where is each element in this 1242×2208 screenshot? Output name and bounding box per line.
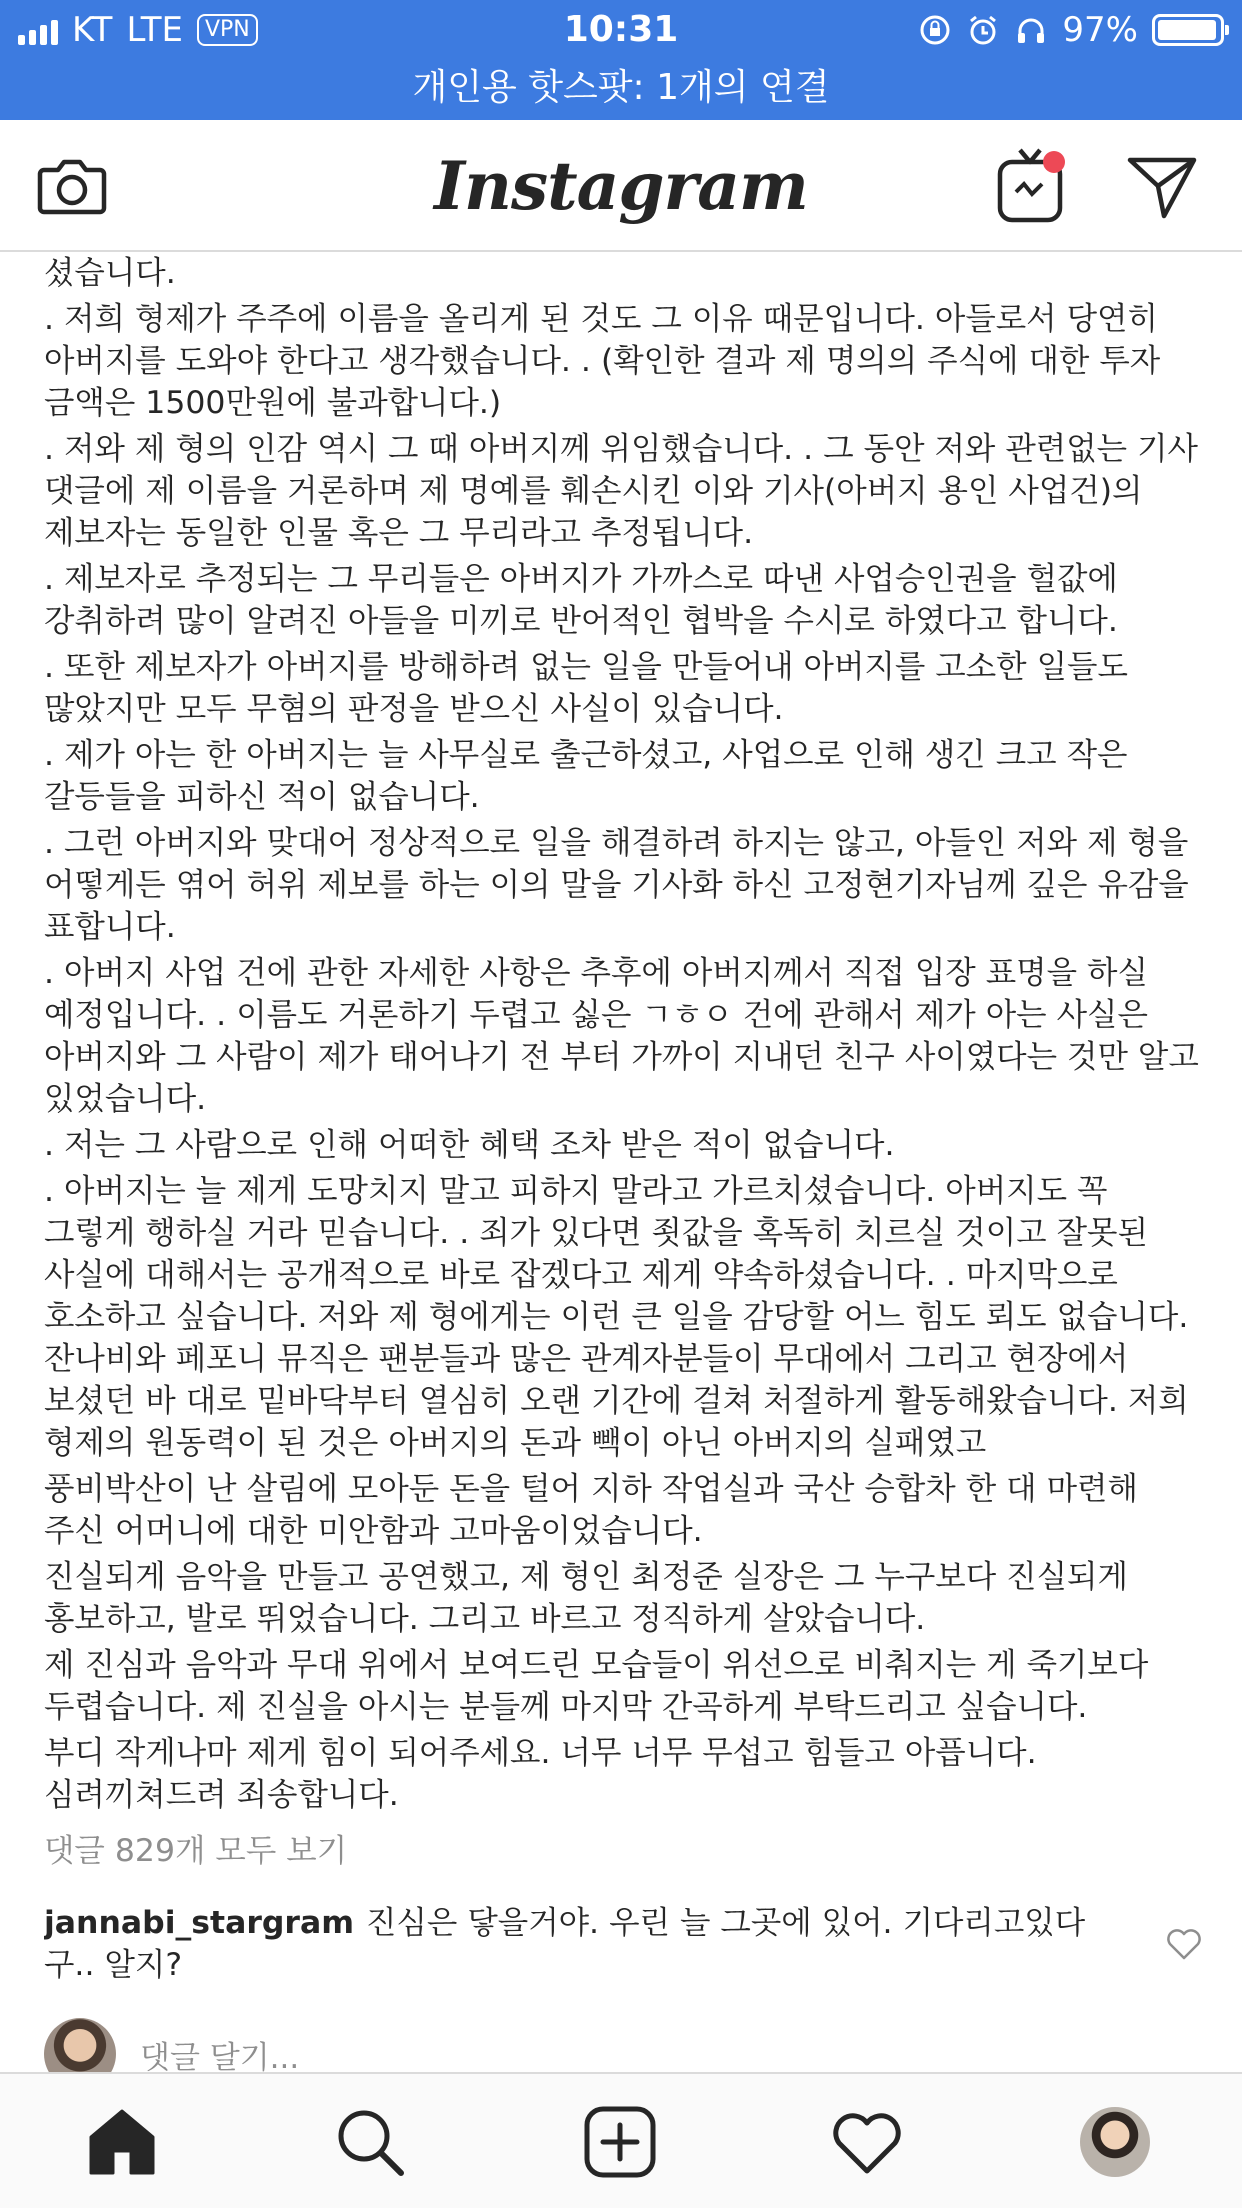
vpn-badge: VPN [197,14,258,46]
status-right [918,8,1224,52]
comment-like-icon[interactable] [1164,1924,1204,1964]
rotation-lock-icon [918,13,952,47]
caption-paragraph: . 저는 그 사람으로 인해 어떠한 혜택 조차 받은 적이 없습니다. [44,1127,895,1163]
comment-username[interactable]: jannabi_stargram [44,1905,355,1941]
tab-activity[interactable] [827,2102,907,2182]
comment-text: 진심은 닿을거야. 우린 늘 그곳에 있어. 기다리고있다구.. 알지? [44,1905,1086,1983]
tab-profile[interactable] [1075,2102,1155,2182]
caption-paragraph: 제 진심과 음악과 무대 위에서 보여드린 모습들이 위선으로 비춰지는 게 죽기보다 두렵습니다. 제 진실을 아시는 분들께 마지막 간곡하게 부탁드리고 싶습니다. [44,1647,1149,1725]
heart-icon [830,2105,904,2179]
caption-paragraph: 진실되게 음악을 만들고 공연했고, 제 형인 최정준 실장은 그 누구보다 진실되게 홍보하고, 발로 뛰었습니다. 그리고 바르고 정직하게 살았습니다. [44,1559,1128,1637]
tab-home[interactable] [82,2102,162,2182]
caption-paragraph: . 아버지 사업 건에 관한 자세한 사항은 추후에 아버지께서 직접 입장 표명을 하실 예정입니다. . 이름도 거론하기 두렵고 싫은 ㄱㅎㅇ 건에 관해서 제가 아는 사실은 아버지와 그 사람이 제가 태어나기 전 부터 가까이 지내던 친구 사이였다는 것만 알고 있었습니다. [44,955,1199,1117]
igtv-button[interactable] [992,146,1072,226]
caption-paragraph: . 제가 아는 한 아버지는 늘 사무실로 출근하셨고, 사업으로 인해 생긴 크고 작은 갈등들을 피하신 적이 없습니다. [44,737,1128,815]
paper-plane-icon [1126,152,1198,220]
post-content [44,252,1204,2072]
caption-paragraph: . 그런 아버지와 맞대어 정상적으로 일을 해결하려 하지는 않고, 아들인 저와 제 형을 어떻게든 엮어 허위 제보를 하는 이의 말을 기사화 하신 고정현기자님께 깊은 유감을 표합니다. [44,825,1189,945]
headphones-icon [1014,13,1048,47]
caption-paragraph: . 아버지는 늘 제게 도망치지 말고 피하지 말라고 가르치셨습니다. 아버지도 꼭 그렇게 행하실 거라 믿습니다. . 죄가 있다면 죗값을 혹독히 치르실 것이고 잘못된 사실에 대해서는 공개적으로 바로 잡겠다고 제게 약속하셨습니다. . 마지막으로 호소하고 싶습니다. 저와 제 형에게는 이런 큰 일을 감당할 어느 힘도 뢰도 없습니다. 잔나비와 페포니 뮤직은 팬분들과 많은 관계자분들이 무대에서 그리고 현장에서 보셨던 바 대로 밑바닥부터 열심히 오랜 기간에 걸쳐 처절하게 활동해왔습니다. 저희 형제의 원동력이 된 것은 아버지의 돈과 빽이 아닌 아버지의 실패였고 [44,1173,1189,1461]
caption-paragraph: . 저와 제 형의 인감 역시 그 때 아버지께 위임했습니다. . 그 동안 저와 관련없는 기사 댓글에 제 이름을 거론하며 제 명예를 훼손시킨 이와 기사(아버지 용인 사업건)의 제보자는 동일한 인물 혹은 그 무리라고 추정됩니다. [44,431,1198,551]
direct-message-button[interactable] [1122,146,1202,226]
add-comment-input[interactable]: 댓글 달기... [140,2039,300,2072]
tab-add-post[interactable] [580,2102,660,2182]
network-label: LTE [126,10,183,50]
view-all-comments-link[interactable]: 댓글 829개 모두 보기 [44,1833,348,1869]
post-caption [44,252,1204,1816]
hotspot-banner[interactable]: 개인용 핫스팟: 1개의 연결 [0,60,1242,120]
comment-item [44,1902,1204,1986]
caption-paragraph: . 제보자로 추정되는 그 무리들은 아버지가 가까스로 따낸 사업승인권을 헐값에 강취하려 많이 알려진 아들을 미끼로 반어적인 협박을 수시로 하였다고 합니다. [44,561,1118,639]
caption-paragraph: . 또한 제보자가 아버지를 방해하려 없는 일을 만들어내 아버지를 고소한 일들도 많았지만 모두 무혐의 판정을 받으신 사실이 있습니다. [44,649,1128,727]
profile-avatar [1080,2107,1150,2177]
add-comment-row[interactable] [44,2018,1204,2072]
caption-paragraph: 셨습니다. [44,255,176,291]
commenter-avatar [44,2018,116,2072]
igtv-icon [994,146,1070,226]
alarm-icon [966,13,1000,47]
bottom-tab-bar [0,2072,1242,2208]
caption-paragraph: 풍비박산이 난 살림에 모아둔 돈을 털어 지하 작업실과 국산 승합차 한 대 마련해 주신 어머니에 대한 미안함과 고마움이었습니다. [44,1471,1138,1549]
app-header [0,120,1242,252]
battery-percent: 97% [1062,10,1138,50]
status-time: 10:31 [563,9,679,50]
status-bar [0,0,1242,60]
battery-icon [1152,14,1224,46]
caption-paragraph: . 저희 형제가 주주에 이름을 올리게 된 것도 그 이유 때문입니다. 아들로서 당연히 아버지를 도와야 한다고 생각했습니다. . (확인한 결과 제 명의의 주식에 대한 투자 금액은 1500만원에 불과합니다.) [44,301,1161,421]
add-post-icon [583,2105,657,2179]
search-icon [333,2105,407,2179]
caption-paragraph: 부디 작게나마 제게 힘이 되어주세요. 너무 너무 무섭고 힘들고 아픕니다. 심려끼쳐드려 죄송합니다. [44,1735,1037,1813]
tab-search[interactable] [330,2102,410,2182]
instagram-logo[interactable]: Instagram [434,147,808,225]
carrier-label: KT [72,10,113,50]
battery-fill [1158,20,1216,40]
home-icon [85,2105,159,2179]
